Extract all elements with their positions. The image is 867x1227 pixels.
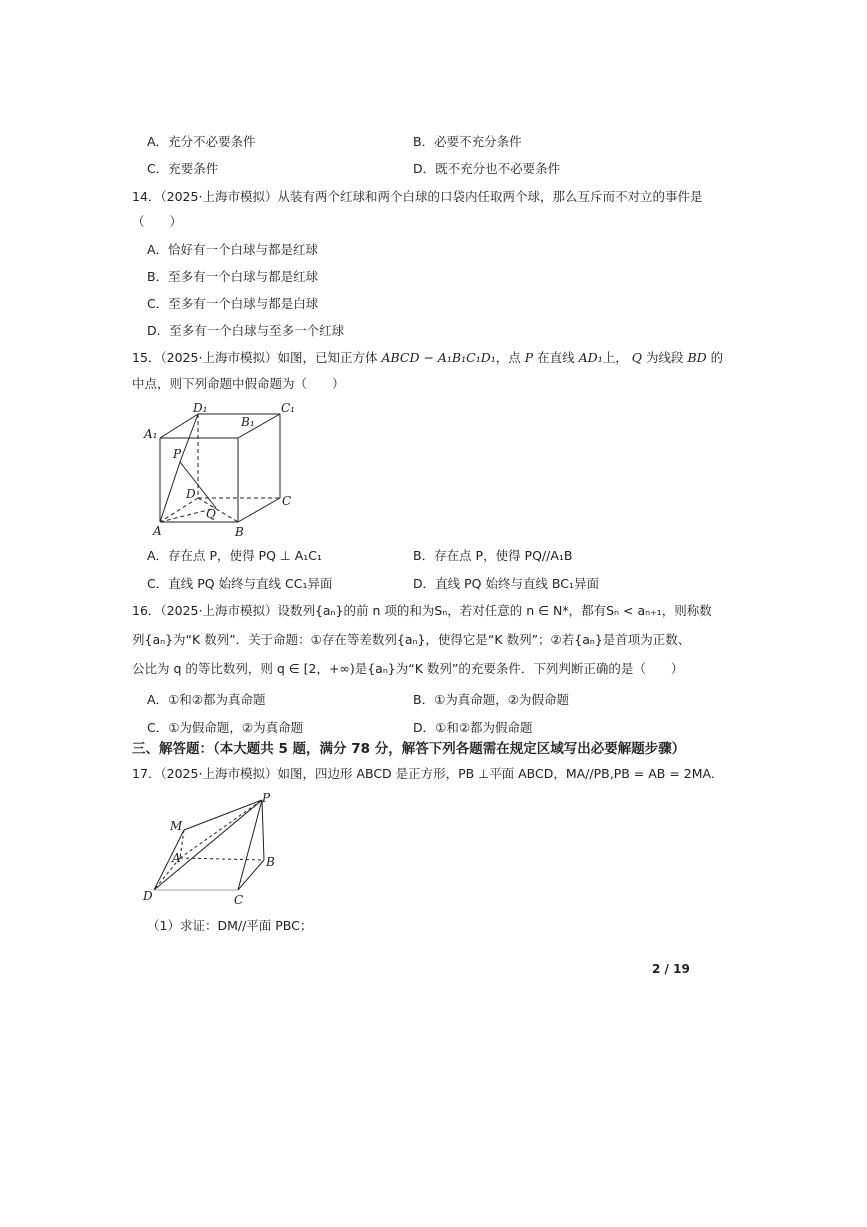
q13-option-c: C．充要条件	[147, 161, 219, 176]
edge-a1d1	[160, 414, 198, 438]
label-c: C	[282, 494, 292, 508]
q13-option-a: A．充分不必要条件	[147, 134, 256, 149]
q16-option-d: D．①和②都为假命题	[413, 720, 533, 735]
edge-pd	[154, 800, 262, 890]
q16-option-a: A．①和②都为真命题	[147, 692, 266, 707]
q15-segment-bd: BD	[687, 350, 707, 365]
q15-point-p: P	[524, 350, 534, 365]
q14-stem: 14．（2025·上海市模拟）从装有两个红球和两个白球的口袋内任取两个球，那么互斥而不对立的事件是	[132, 189, 703, 204]
q14-option-a: A．恰好有一个白球与都是红球	[147, 242, 319, 257]
edge-ap-hidden	[180, 800, 262, 858]
line-db-hidden	[198, 498, 238, 522]
q13-option-b: B．必要不充分条件	[413, 134, 522, 149]
q14-option-d: D．至多有一个白球与至多一个红球	[147, 323, 345, 338]
q15-stem-line2: 中点，则下列命题中假命题为（ ）	[132, 376, 345, 391]
q15-stem-end: 的	[710, 350, 724, 365]
q15-point-q: Q	[631, 350, 642, 365]
edge-cb	[238, 498, 280, 522]
q16-line1: 16．（2025·上海市模拟）设数列{aₙ}的前 n 项的和为Sₙ，若对任意的 n ∈ N*，都有Sₙ < aₙ₊₁，则称数	[132, 603, 712, 618]
q13-option-d: D．既不充分也不必要条件	[413, 161, 561, 176]
q15-option-d: D．直线 PQ 始终与直线 BC₁异面	[413, 576, 600, 591]
q15-stem-mid4: 为线段	[645, 350, 684, 365]
q15-stem	[132, 350, 723, 366]
q15-line-ad1: AD₁	[578, 350, 603, 365]
q14-option-b: B．至多有一个白球与都是红球	[147, 269, 319, 284]
q15-cube-name: ABCD − A₁B₁C₁D₁	[381, 350, 496, 365]
section-heading: 三、解答题：（本大题共 5 题，满分 78 分，解答下列各题需在规定区域写出必要解题步骤）	[132, 741, 686, 757]
q16-option-c: C．①为假命题，②为真命题	[147, 720, 304, 735]
label-m: M	[170, 819, 183, 833]
q15-option-b: B．存在点 P，使得 PQ//A₁B	[413, 548, 573, 563]
q14-option-c: C．至多有一个白球与都是白球	[147, 296, 319, 311]
label-c: C	[234, 893, 244, 907]
label-b: B	[235, 525, 244, 539]
label-d1: D₁	[193, 401, 208, 415]
q15-option-a: A．存在点 P，使得 PQ ⊥ A₁C₁	[147, 548, 323, 563]
line-pa	[160, 462, 180, 522]
edge-pm	[184, 800, 262, 830]
q15-stem-mid3: 上，	[602, 350, 628, 365]
edge-pb	[262, 800, 264, 860]
q16-line2: 列{aₙ}为“K 数列”．关于命题：①存在等差数列{aₙ}，使得它是“K 数列”；②若{aₙ}是首项为正数、	[132, 632, 691, 647]
q17-part1: （1）求证：DM//平面 PBC；	[147, 918, 313, 933]
q15-option-c: C．直线 PQ 始终与直线 CC₁异面	[147, 576, 333, 591]
edge-da-hidden	[160, 498, 198, 522]
label-b1: B₁	[241, 415, 255, 429]
label-q: Q	[206, 507, 216, 521]
cube-figure	[140, 398, 300, 543]
page-number: 2 / 19	[652, 962, 690, 976]
label-c1: C₁	[281, 401, 295, 415]
label-b: B	[266, 855, 275, 869]
q15-stem-mid1: ，点	[495, 350, 521, 365]
pyramid-figure	[140, 790, 280, 908]
label-a1: A₁	[144, 427, 158, 441]
q17-stem: 17．（2025·上海市模拟）如图，四边形 ABCD 是正方形，PB ⊥平面 ABCD，MA//PB,PB = AB = 2MA.	[132, 766, 715, 781]
label-p: P	[262, 791, 271, 805]
q16-option-b: B．①为真命题，②为假命题	[413, 692, 569, 707]
label-p: P	[173, 447, 182, 461]
label-a: A	[153, 524, 162, 538]
q15-stem-mid2: 在直线	[537, 350, 575, 365]
label-d: D	[143, 889, 153, 903]
q16-line3: 公比为 q 的等比数列，则 q ∈ [2，+∞)是{aₙ}为“K 数列”的充要条件．下列判断正确的是（ ）	[132, 661, 684, 676]
q15-stem-prefix: 15．（2025·上海市模拟）如图，已知正方体	[132, 350, 378, 365]
q14-paren: （ ）	[132, 214, 183, 229]
label-a: A	[172, 851, 181, 865]
label-d: D	[186, 487, 196, 501]
edge-ab-hidden	[180, 858, 264, 860]
